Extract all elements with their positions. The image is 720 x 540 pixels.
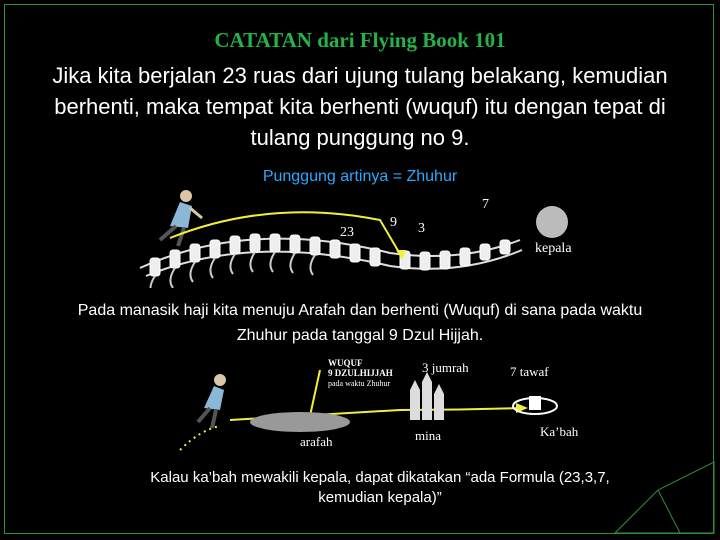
main-text: Jika kita berjalan 23 ruas dari ujung tulang belakang, kemudian berhenti, maka tempat kita berhenti (wuquf) itu dengan tepat di tulang punggung no 9. — [52, 63, 668, 150]
label-arafah: arafah — [300, 434, 333, 449]
slide-title: CATATAN dari Flying Book 101 — [214, 28, 506, 52]
wuquf-time: pada waktu Zhuhur — [328, 379, 391, 388]
wuquf-label: WUQUF — [328, 358, 363, 368]
head-circle — [536, 206, 568, 238]
mina-pillars — [410, 372, 444, 420]
wuquf-pointer — [310, 370, 320, 416]
arafah-plain — [250, 412, 350, 432]
label-jumrah: 3 jumrah — [422, 360, 469, 375]
paragraph-manasik: Pada manasik haji kita menuju Arafah dan berhenti (Wuquf) di sana pada waktu Zhuhur pada tanggal 9 Dzul Hijjah. — [77, 302, 643, 344]
label-kepala: kepala — [535, 241, 572, 256]
subtitle: Punggung artinya = Zhuhur — [262, 168, 458, 185]
paragraph-formula: Kalau ka’bah mewakili kepala, dapat dikatakan “ada Formula (23,3,7, kemudian kepala)” — [150, 469, 610, 506]
walking-man-icon — [198, 374, 226, 428]
label-3: 3 — [418, 221, 425, 236]
hajj-journey-illustration — [160, 350, 580, 460]
dotted-path — [180, 426, 220, 450]
label-23: 23 — [340, 225, 354, 240]
label-7: 7 — [482, 197, 489, 212]
label-tawaf: 7 tawaf — [510, 364, 549, 379]
label-mina: mina — [415, 428, 441, 443]
label-9: 9 — [390, 215, 397, 230]
walking-man-icon — [160, 190, 202, 246]
spine-illustration — [130, 188, 590, 288]
label-kabah: Ka’bah — [540, 424, 579, 439]
wuquf-date: 9 DZULHIJJAH — [328, 368, 393, 378]
